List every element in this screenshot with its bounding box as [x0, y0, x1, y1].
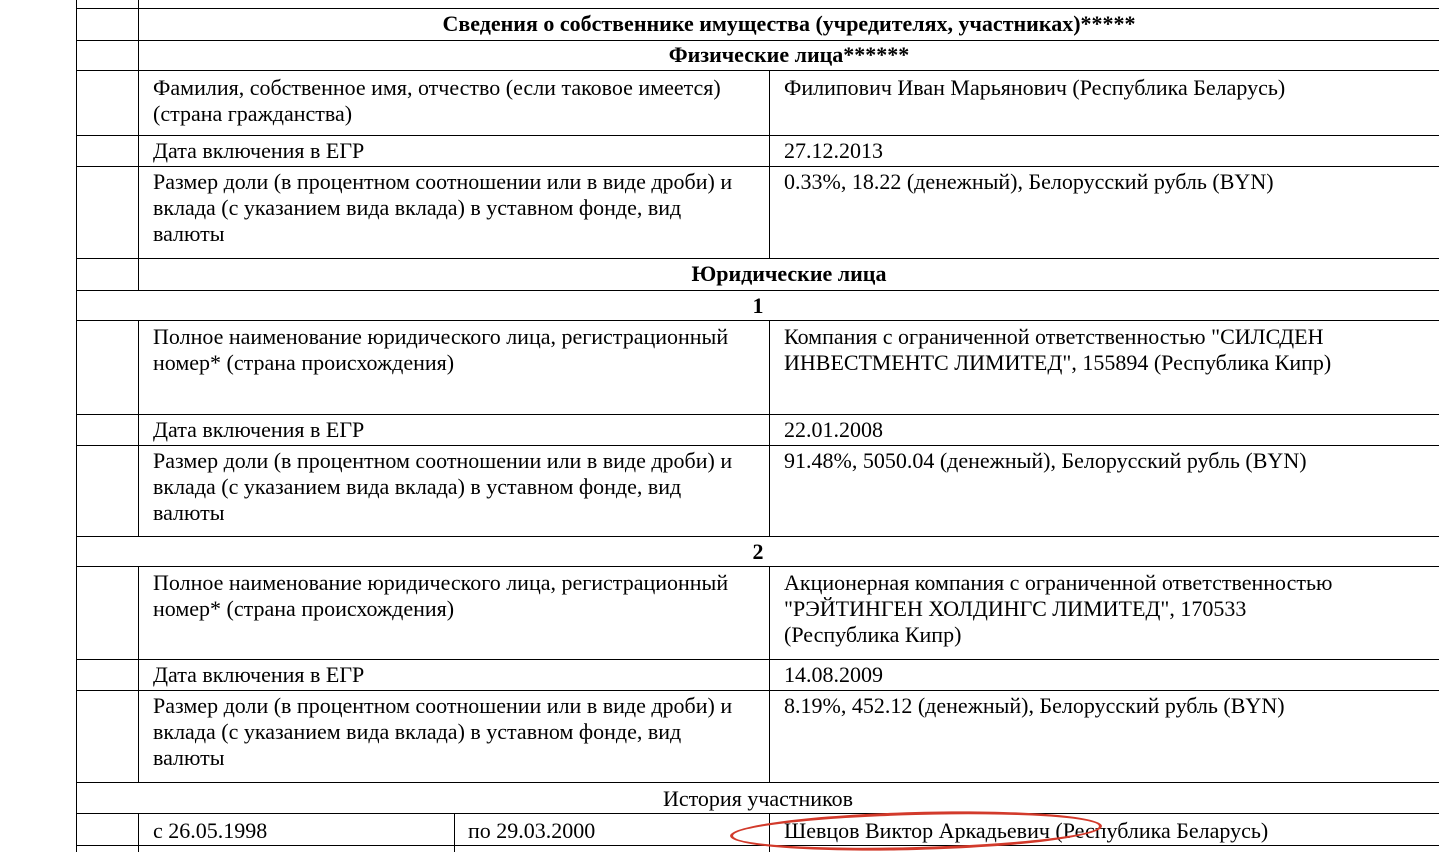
- individual-name-label: Фамилия, собственное имя, отчество (если таковое имеется) (страна гражданства): [153, 75, 721, 126]
- column-line: [454, 813, 455, 852]
- legal-entity-share-label: Размер доли (в процентном соотношении или в виде дроби) и вклада (с указанием вида вклада) в уставном фонде, вид валюты: [153, 693, 733, 770]
- individual-share-label: Размер доли (в процентном соотношении или в виде дроби) и вклада (с указанием вида вклада) в уставном фонде, вид валюты: [153, 169, 733, 246]
- rule: [76, 536, 1439, 537]
- column-line: [138, 566, 139, 782]
- history-title: История участников: [662, 786, 854, 811]
- rule: [76, 445, 1439, 446]
- rule: [76, 566, 1439, 567]
- column-line: [769, 566, 770, 782]
- legal-entity-share-label: Размер доли (в процентном соотношении или в виде дроби) и вклада (с указанием вида вклада) в уставном фонде, вид валюты: [153, 448, 733, 525]
- legal-entity-number: 1: [752, 293, 764, 318]
- legal-entity-date-label: Дата включения в ЕГР: [153, 417, 365, 442]
- rule: [76, 813, 1439, 814]
- legal-section-title: Юридические лица: [691, 261, 887, 286]
- legal-entity-name-value: Акционерная компания с ограниченной ответственностью "РЭЙТИНГЕН ХОЛДИНГС ЛИМИТЕД", 170533 (Республика Кипр): [784, 570, 1333, 647]
- rule: [76, 414, 1439, 415]
- column-line: [138, 813, 139, 852]
- individual-date-label: Дата включения в ЕГР: [153, 138, 365, 163]
- legal-entity-name-label: Полное наименование юридического лица, регистрационный номер* (страна происхождения): [153, 324, 729, 375]
- table-border-left: [76, 0, 77, 852]
- legal-entity-date-value: 22.01.2008: [784, 417, 883, 442]
- rule: [76, 40, 1439, 41]
- column-line: [769, 320, 770, 536]
- legal-entity-number: 2: [752, 539, 764, 564]
- legal-entity-share-value: 91.48%, 5050.04 (денежный), Белорусский рубль (BYN): [784, 448, 1307, 473]
- rule: [76, 659, 1439, 660]
- rule: [76, 258, 1439, 259]
- owners-section-title: Сведения о собственнике имущества (учредителях, участниках)*****: [442, 11, 1136, 36]
- column-line: [138, 320, 139, 536]
- legal-entity-name-value: Компания с ограниченной ответственностью "СИЛСДЕН ИНВЕСТМЕНТС ЛИМИТЕД", 155894 (Республика Кипр): [784, 324, 1332, 375]
- individual-share-value: 0.33%, 18.22 (денежный), Белорусский рубль (BYN): [784, 169, 1274, 194]
- history-from-date: с 26.05.1998: [153, 818, 268, 843]
- individuals-section-title: Физические лица******: [668, 42, 910, 67]
- rule: [76, 290, 1439, 291]
- legal-entity-date-label: Дата включения в ЕГР: [153, 662, 365, 687]
- rule: [76, 70, 1439, 71]
- red-highlight-circle: [730, 807, 1103, 855]
- individual-date-value: 27.12.2013: [784, 138, 883, 163]
- rule: [76, 320, 1439, 321]
- history-to-date: по 29.03.2000: [468, 818, 596, 843]
- legal-entity-name-label: Полное наименование юридического лица, регистрационный номер* (страна происхождения): [153, 570, 729, 621]
- column-line: [769, 70, 770, 258]
- history-participant-name: Шевцов Виктор Аркадьевич (Республика Беларусь): [784, 818, 1269, 843]
- individual-name-value: Филипович Иван Марьянович (Республика Беларусь): [784, 75, 1286, 100]
- rule: [76, 782, 1439, 783]
- legal-entity-share-value: 8.19%, 452.12 (денежный), Белорусский рубль (BYN): [784, 693, 1285, 718]
- rule: [76, 690, 1439, 691]
- rule: [76, 135, 1439, 136]
- rule: [76, 166, 1439, 167]
- legal-entity-date-value: 14.08.2009: [784, 662, 883, 687]
- rule: [76, 8, 1439, 9]
